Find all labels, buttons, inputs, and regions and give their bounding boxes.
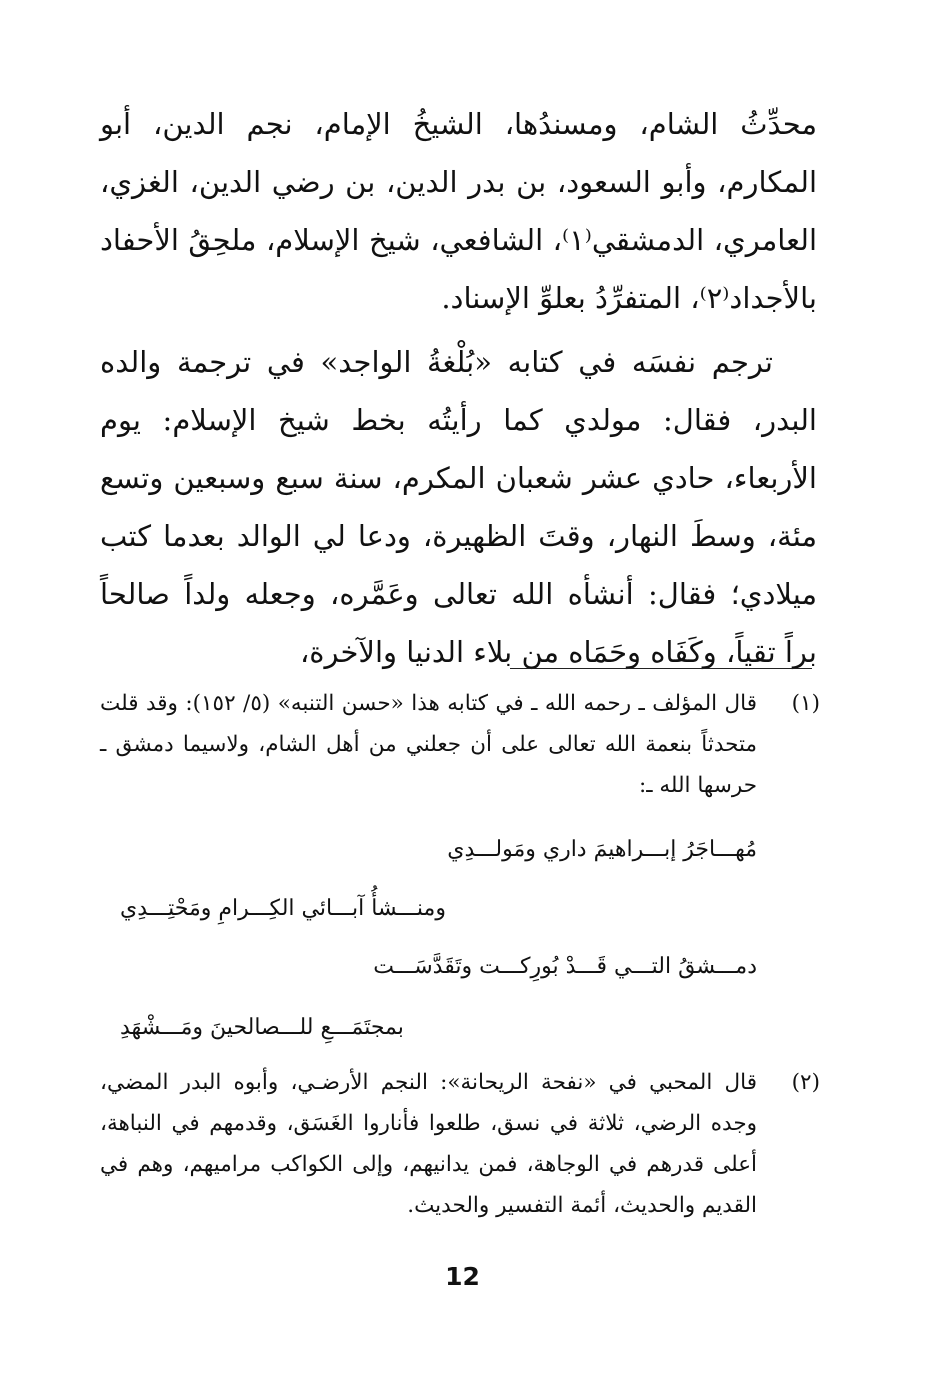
page-number: 12: [445, 1262, 480, 1291]
footnote-separator: [510, 668, 812, 669]
footnote: [100, 1062, 820, 1226]
verse-hemistich: مُهـــاجَرُ إبـــراهيمَ داري ومَولـــدِي: [447, 837, 757, 862]
footnote: [100, 683, 820, 806]
paragraph: ترجم نفسَه في كتابه «بُلْغةُ الواجد» في ترجمة والده البدر، فقال: مولدي كما رأيتُه بخط شيخ الإسلام: يوم الأربعاء، حادي عشر شعبان المكرم، سنة سبع وسبعين وتسع مئة، وسطَ النهار، وقتَ الظهيرة، ودعا لي الوالد بعدما كتب ميلادي؛ فقال: أنشأه الله تعالى وعَمَّره، وجعله ولداً صالحاً براً تقياً، وكَفَاه وحَمَاه من بلاء الدنيا والآخرة،: [100, 345, 817, 669]
paragraph: محدِّثُ الشام، ومسندُها، الشيخُ الإمام، نجم الدين، أبو المكارم، وأبو السعود، بن بدر الدين، بن رضي الدين، الغزي، العامري، الدمشقي⁽١⁾، الشافعي، شيخ الإسلام، ملحِقُ الأحفاد بالأجداد⁽٢⁾، المتفرِّدُ بعلوِّ الإسناد.: [100, 107, 817, 315]
verse-hemistich: ومنـــشأُ آبـــائي الكِـــرامِ ومَحْتِـــدِي: [120, 896, 446, 921]
footnote-text: قال المؤلف ـ رحمه الله ـ في كتابه هذا «حسن التنبه» (٥/ ١٥٢): وقد قلت متحدثاً بنعمة الله تعالى على أن جعلني من أهل الشام، ولاسيما دمشق ـ حرسها الله ـ:: [100, 691, 757, 798]
footnote-number: (١): [791, 691, 820, 716]
footnote-text: قال المحبي في «نفحة الريحانة»: النجم الأرضـي، وأبوه البدر المضي، وجده الرضي، ثلاثة في نسق، طلعوا فأناروا الغَسَق، وقدمهم في النباهة، أعلى قدرهم في الوجاهة، فمن يدانيهم، وإلى الكواكب مراميهم، وهم في القديم والحديث، أئمة التفسير والحديث.: [100, 1070, 757, 1218]
verse-hemistich: بمجتَمَـــعِ للـــصالحينَ ومَـــشْهَدِ: [120, 1015, 404, 1040]
footnote-number: (٢): [791, 1070, 820, 1095]
main-text: [100, 95, 817, 681]
verse-hemistich: دمـــشقُ التـــي قَـــدْ بُورِكـــت وتَقَدَّسَـــت: [373, 954, 757, 979]
